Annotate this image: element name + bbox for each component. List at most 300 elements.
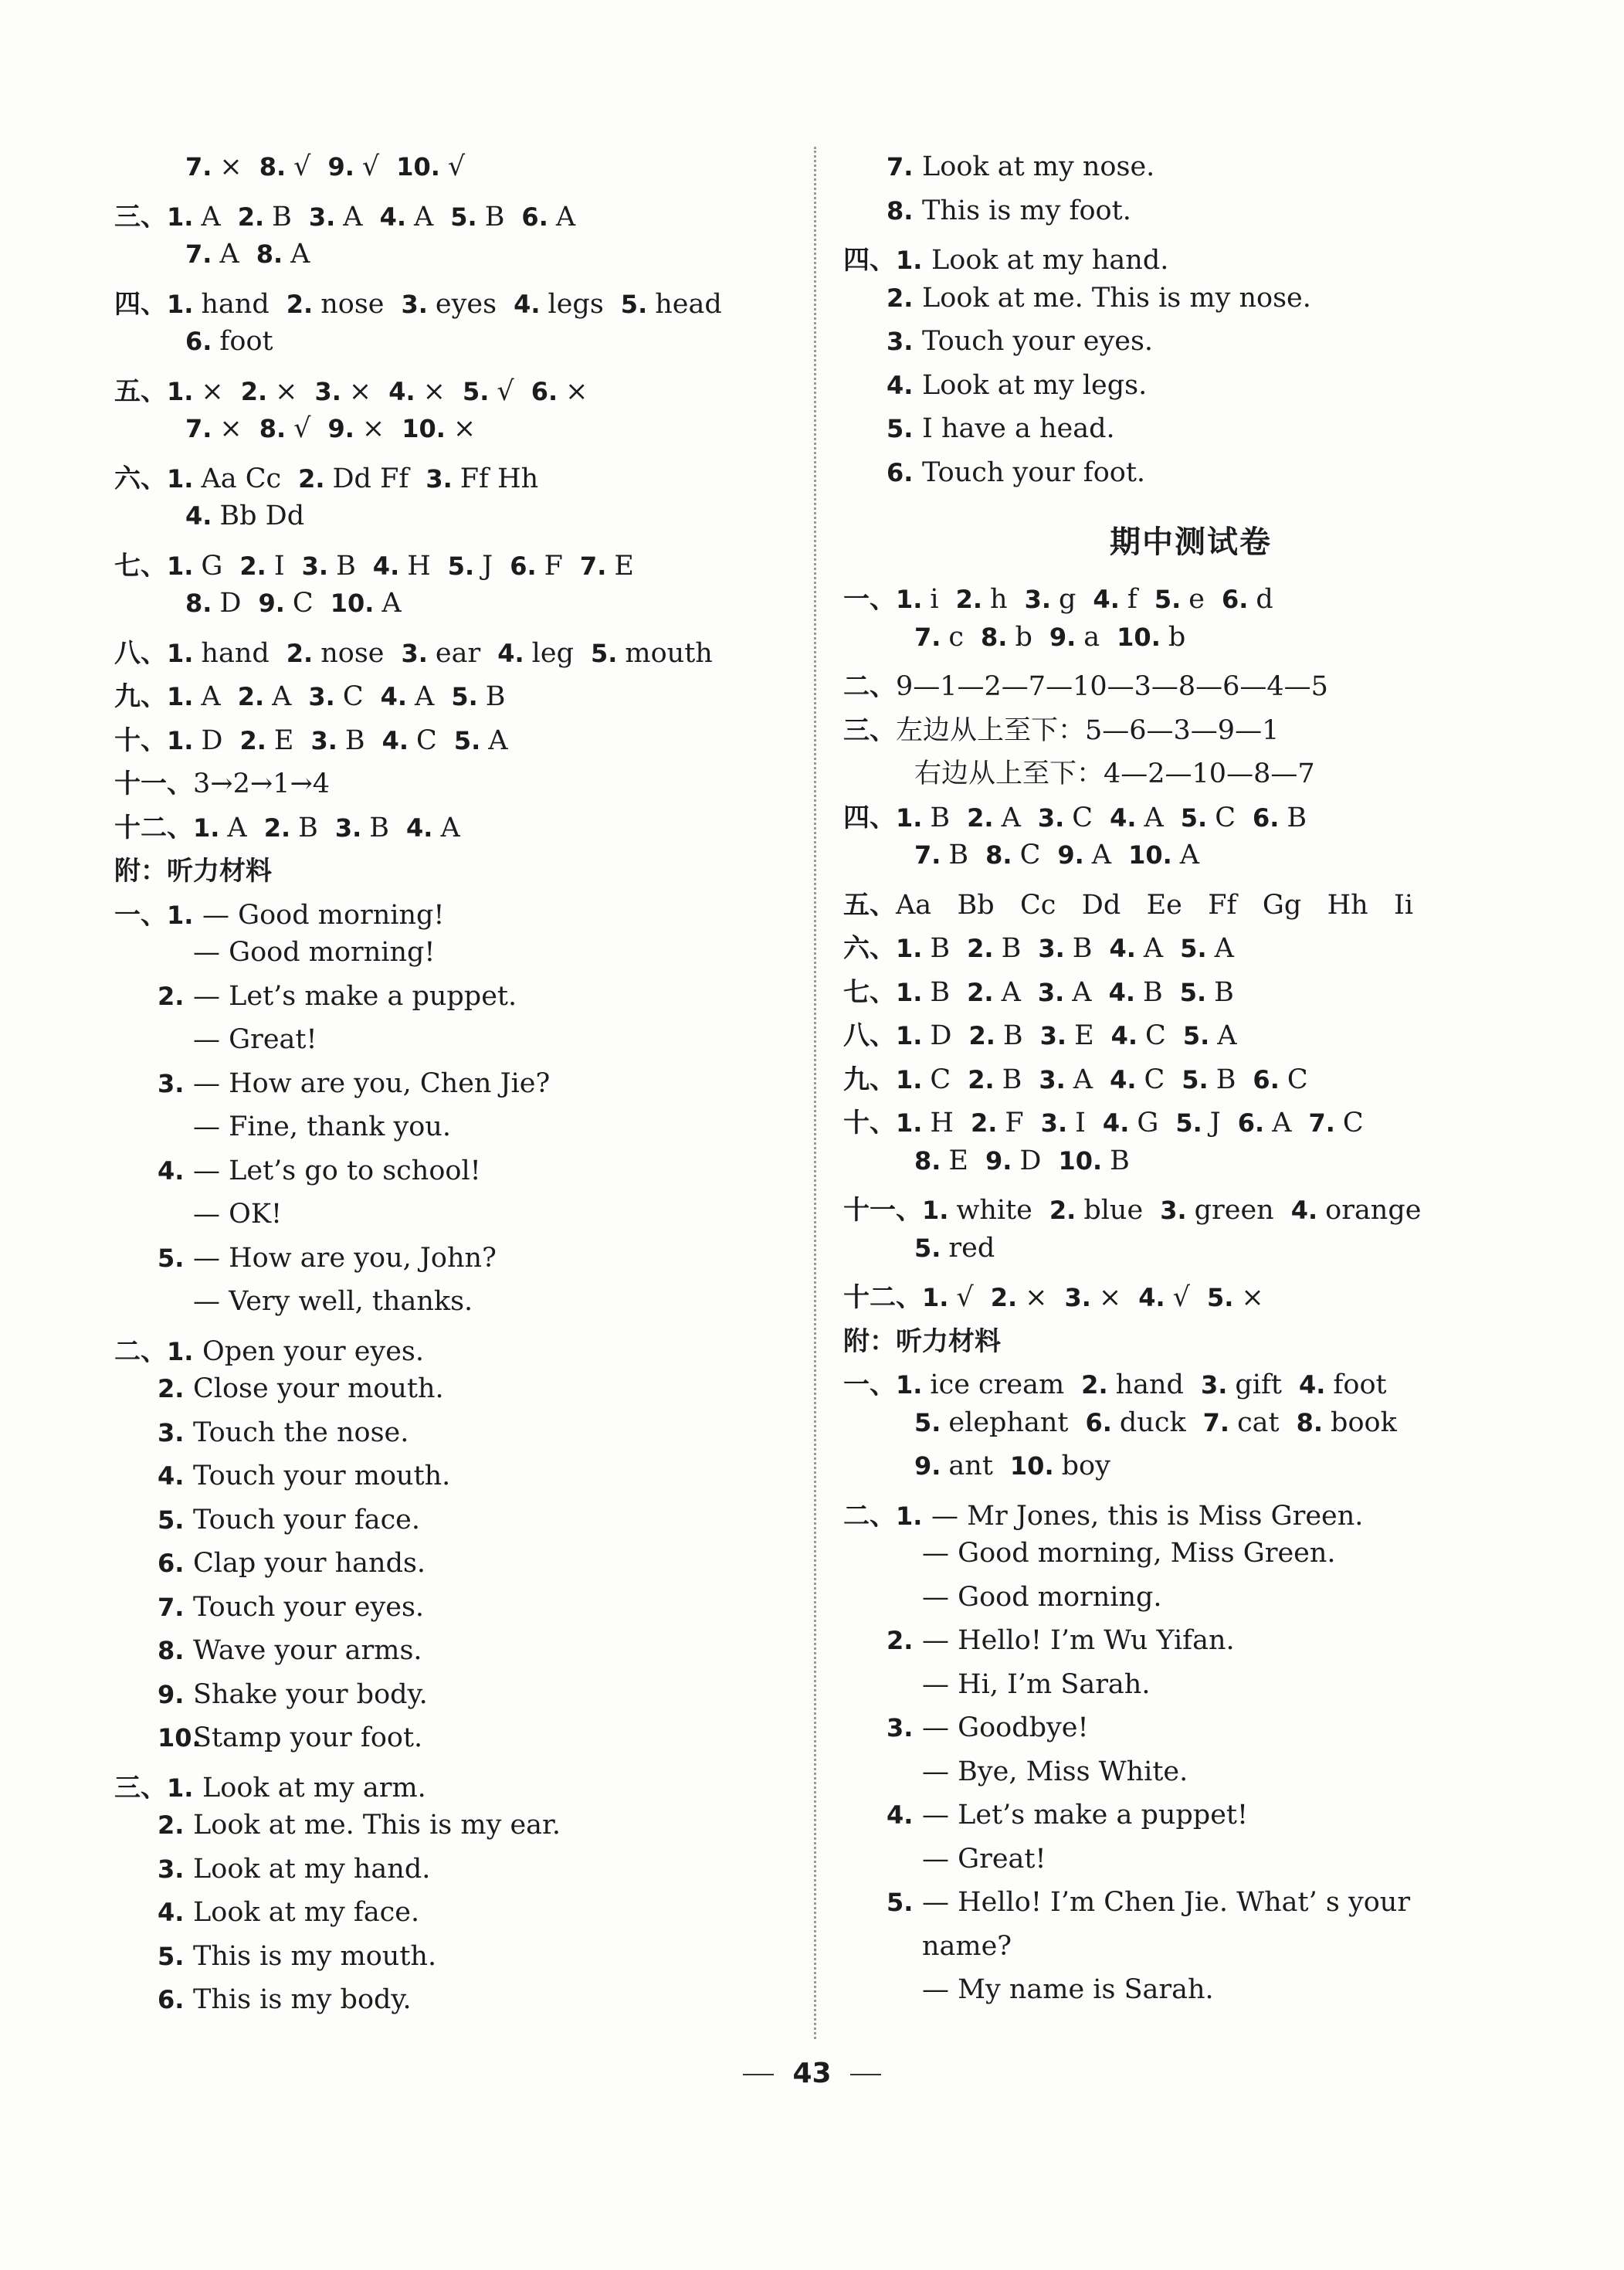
item-number: 10. bbox=[1058, 1145, 1103, 1176]
section-label: 十、 bbox=[843, 1108, 896, 1138]
item-number: 8. bbox=[985, 840, 1012, 870]
text-row bbox=[114, 937, 794, 981]
item-value: × bbox=[1025, 1282, 1048, 1313]
answer-item bbox=[298, 463, 409, 494]
item-number: 6. bbox=[158, 1549, 185, 1578]
item-text: This is my body. bbox=[193, 1984, 412, 2015]
item-value: A bbox=[1001, 802, 1021, 833]
item-text: I have a head. bbox=[922, 413, 1115, 444]
item-number: 5. bbox=[1175, 1108, 1202, 1138]
item-value: h bbox=[990, 584, 1008, 615]
item-value: red bbox=[948, 1232, 995, 1264]
answer-item bbox=[1297, 1407, 1397, 1438]
item-value: Aa Cc bbox=[201, 463, 282, 494]
answer-text: 左边从上至下：5—6—3—9—1 bbox=[896, 714, 1280, 746]
item-value: i bbox=[930, 584, 939, 615]
item-value: nose bbox=[320, 288, 385, 320]
item-value: eyes bbox=[435, 288, 497, 320]
item-number: 7. bbox=[185, 414, 212, 443]
item-text: — My name is Sarah. bbox=[922, 1974, 1214, 2005]
item-number: 1. bbox=[167, 682, 194, 711]
left-column bbox=[114, 151, 794, 2028]
item-text: This is my foot. bbox=[922, 195, 1131, 226]
item-number: 3. bbox=[887, 327, 914, 356]
item-number: 9. bbox=[327, 414, 354, 443]
item-number: 3. bbox=[401, 638, 428, 668]
section-label: 十二、 bbox=[114, 812, 193, 843]
answer-item bbox=[167, 681, 221, 712]
answer-item bbox=[896, 933, 950, 964]
answer-item bbox=[1175, 1108, 1220, 1138]
answer-row bbox=[114, 326, 794, 370]
item-number: 3. bbox=[1160, 1196, 1187, 1225]
text-row bbox=[114, 1766, 794, 1810]
answer-row bbox=[114, 545, 794, 589]
item-number: 4. bbox=[1299, 1370, 1326, 1400]
item-value: d bbox=[1256, 584, 1273, 615]
item-text: — How are you, Chen Jie? bbox=[193, 1067, 551, 1099]
answer-item bbox=[373, 551, 431, 582]
item-number: 3. bbox=[1200, 1370, 1228, 1400]
item-value: C bbox=[930, 1064, 951, 1095]
answer-item bbox=[967, 977, 1021, 1008]
item-number: 1. bbox=[167, 1336, 194, 1366]
text-row bbox=[843, 1712, 1538, 1756]
answer-row bbox=[114, 151, 794, 195]
section-label: 八、 bbox=[114, 637, 167, 669]
answer-item bbox=[185, 239, 239, 270]
answer-row bbox=[114, 675, 794, 719]
answer-item bbox=[896, 1064, 951, 1095]
item-text: Look at my arm. bbox=[202, 1772, 426, 1803]
answer-item bbox=[967, 933, 1021, 964]
item-value: C bbox=[292, 588, 314, 619]
item-number: 1. bbox=[896, 934, 923, 963]
item-number: 4. bbox=[1110, 802, 1137, 833]
section-label: 九、 bbox=[114, 681, 167, 712]
item-number: 3. bbox=[158, 1068, 185, 1098]
section-label: 五、 bbox=[843, 889, 896, 921]
answer-item bbox=[1183, 1020, 1237, 1051]
item-number: 5. bbox=[887, 414, 914, 443]
answer-row bbox=[843, 884, 1538, 928]
item-number: 2. bbox=[239, 725, 266, 755]
item-value: ear bbox=[435, 637, 481, 669]
item-value: A bbox=[1143, 933, 1164, 964]
item-number: 2. bbox=[158, 1810, 185, 1840]
text-row bbox=[114, 1635, 794, 1679]
item-value: √ bbox=[293, 151, 311, 182]
answer-row bbox=[114, 457, 794, 501]
answer-row bbox=[843, 927, 1538, 971]
answer-item bbox=[448, 551, 493, 582]
item-text: — Great! bbox=[193, 1024, 317, 1055]
item-text: — Good morning! bbox=[202, 899, 445, 931]
answer-item bbox=[185, 413, 242, 444]
answer-item bbox=[1207, 1282, 1264, 1313]
item-number: 2. bbox=[887, 283, 914, 313]
answer-item bbox=[1222, 584, 1273, 615]
answer-item bbox=[406, 813, 460, 843]
item-number: 3. bbox=[1037, 802, 1065, 833]
item-value: × bbox=[1098, 1282, 1122, 1313]
item-number: 6. bbox=[158, 1985, 185, 2014]
answer-item bbox=[1093, 584, 1137, 615]
answer-item bbox=[185, 588, 241, 619]
item-text: — Hello! I’m Chen Jie. What’ s your bbox=[922, 1887, 1411, 1918]
text-row bbox=[114, 1461, 794, 1505]
item-value: C bbox=[1287, 1064, 1308, 1095]
item-number: 2. bbox=[887, 1626, 914, 1655]
item-number: 3. bbox=[1064, 1283, 1091, 1312]
section-label: 三、 bbox=[114, 1772, 167, 1803]
answer-item bbox=[896, 1020, 951, 1051]
answer-row bbox=[843, 796, 1538, 840]
item-number: 4. bbox=[158, 1461, 185, 1491]
answer-item bbox=[1110, 802, 1164, 833]
answer-row bbox=[114, 632, 794, 676]
item-number: 4. bbox=[497, 638, 524, 668]
answer-item bbox=[167, 725, 222, 756]
answer-item bbox=[167, 202, 221, 232]
item-value: D bbox=[219, 588, 242, 619]
answer-item bbox=[1064, 1282, 1121, 1313]
item-value: H bbox=[930, 1108, 954, 1138]
item-text: — Good morning. bbox=[922, 1581, 1162, 1613]
item-value: C bbox=[416, 724, 437, 756]
text-row bbox=[114, 1068, 794, 1112]
item-number: 1. bbox=[922, 1196, 949, 1225]
item-value: B bbox=[484, 201, 505, 232]
item-number: 7. bbox=[185, 152, 212, 182]
text-row bbox=[843, 239, 1538, 283]
text-row bbox=[114, 1592, 794, 1636]
item-number: 2. bbox=[968, 1021, 995, 1050]
answer-row bbox=[843, 665, 1538, 709]
text-row bbox=[114, 1679, 794, 1723]
answer-text: 右边从上至下：4—2—10—8—7 bbox=[914, 758, 1315, 789]
section-label: 一、 bbox=[843, 1369, 896, 1400]
text-row bbox=[843, 1800, 1538, 1844]
item-text: Look at my legs. bbox=[922, 369, 1148, 401]
text-row bbox=[843, 283, 1538, 327]
answer-item bbox=[185, 326, 273, 357]
answer-item bbox=[985, 1145, 1041, 1176]
item-text: — OK! bbox=[193, 1199, 283, 1230]
item-number: 9. bbox=[1049, 622, 1076, 652]
answer-row bbox=[114, 762, 794, 806]
item-value: B bbox=[485, 681, 506, 712]
item-number: 5. bbox=[887, 1888, 914, 1917]
answer-item bbox=[968, 1064, 1022, 1095]
item-number: 8. bbox=[158, 1636, 185, 1665]
item-value: white bbox=[956, 1195, 1032, 1226]
item-value: book bbox=[1331, 1406, 1397, 1438]
item-number: 7. bbox=[914, 840, 941, 870]
item-value: B bbox=[930, 933, 951, 964]
item-number: 1. bbox=[167, 638, 194, 668]
answer-text: Aa Bb Cc Dd Ee Ff Gg Hh Ii bbox=[896, 889, 1414, 921]
answer-item bbox=[309, 202, 363, 232]
item-number: 5. bbox=[447, 551, 475, 581]
answer-item bbox=[922, 1282, 974, 1313]
item-value: √ bbox=[497, 375, 514, 407]
item-number: 5. bbox=[620, 289, 648, 319]
item-value: E bbox=[614, 550, 634, 582]
answer-item bbox=[238, 202, 292, 232]
answer-item bbox=[396, 151, 465, 182]
item-number: 4. bbox=[379, 202, 406, 232]
text-row bbox=[843, 195, 1538, 239]
item-number: 2. bbox=[158, 1374, 185, 1403]
answer-item bbox=[914, 1145, 968, 1176]
item-number: 8. bbox=[185, 589, 212, 618]
answer-item bbox=[956, 584, 1008, 615]
item-value: × bbox=[219, 413, 242, 444]
item-text: This is my mouth. bbox=[193, 1940, 437, 1972]
item-text: — Mr Jones, this is Miss Green. bbox=[931, 1500, 1364, 1532]
item-number: 1. bbox=[167, 725, 194, 755]
answer-row bbox=[843, 1101, 1538, 1145]
item-text: — Fine, thank you. bbox=[193, 1111, 451, 1142]
answer-item bbox=[402, 289, 497, 320]
item-value: foot bbox=[1333, 1369, 1387, 1400]
answer-item bbox=[450, 202, 504, 232]
answer-item bbox=[327, 413, 385, 444]
item-number: 1. bbox=[167, 551, 194, 581]
item-value: B bbox=[369, 812, 390, 843]
item-value: A bbox=[1091, 840, 1112, 870]
item-number: 1. bbox=[896, 1021, 923, 1050]
item-value: A bbox=[1214, 933, 1234, 964]
item-value: duck bbox=[1119, 1406, 1186, 1438]
item-value: C bbox=[1145, 1020, 1166, 1051]
answer-item bbox=[1180, 933, 1234, 964]
item-number: 3. bbox=[1037, 977, 1065, 1007]
item-number: 7. bbox=[914, 622, 941, 652]
item-text: Look at my face. bbox=[193, 1897, 420, 1928]
item-number: 3. bbox=[1024, 585, 1052, 614]
answer-row bbox=[843, 1407, 1538, 1451]
item-number: 1. bbox=[896, 977, 923, 1007]
item-value: B bbox=[948, 840, 969, 870]
answer-item bbox=[167, 376, 224, 407]
item-value: a bbox=[1083, 621, 1100, 653]
section-label: 九、 bbox=[843, 1064, 896, 1095]
item-number: 3. bbox=[1040, 1108, 1068, 1138]
answer-item bbox=[1038, 802, 1093, 833]
item-text: Touch your eyes. bbox=[922, 326, 1154, 357]
item-value: J bbox=[1209, 1108, 1221, 1138]
answer-item bbox=[1049, 1195, 1143, 1226]
answer-item bbox=[241, 376, 298, 407]
item-number: 8. bbox=[887, 195, 914, 226]
item-number: 1. bbox=[896, 1064, 923, 1094]
text-row bbox=[843, 326, 1538, 370]
answer-row bbox=[843, 840, 1538, 884]
item-text: Look at my nose. bbox=[922, 151, 1155, 182]
answer-row bbox=[843, 578, 1538, 622]
item-number: 5. bbox=[1180, 934, 1207, 963]
text-row bbox=[114, 1810, 794, 1854]
item-text: — Hi, I’m Sarah. bbox=[922, 1668, 1151, 1700]
item-value: hand bbox=[1115, 1369, 1184, 1400]
item-number: 9. bbox=[914, 1451, 941, 1481]
answer-item bbox=[914, 840, 968, 870]
item-value: A bbox=[1179, 840, 1200, 870]
text-row bbox=[114, 1897, 794, 1941]
section-label: 三、 bbox=[114, 201, 167, 232]
text-row bbox=[114, 1548, 794, 1592]
answer-item bbox=[286, 289, 385, 320]
item-value: mouth bbox=[625, 637, 713, 669]
item-value: hand bbox=[201, 637, 270, 669]
text-row bbox=[114, 1286, 794, 1330]
section-label: 十、 bbox=[114, 724, 167, 756]
item-number: 4. bbox=[887, 1800, 914, 1830]
item-number: 10. bbox=[1117, 622, 1161, 652]
item-value: A bbox=[1217, 1020, 1237, 1051]
answer-row bbox=[843, 1145, 1538, 1189]
answer-item bbox=[1041, 1108, 1086, 1138]
item-number: 5. bbox=[1180, 802, 1208, 833]
item-number: 9. bbox=[327, 152, 354, 182]
item-number: 4. bbox=[887, 370, 914, 400]
answer-item bbox=[1081, 1369, 1184, 1400]
answer-item bbox=[1025, 584, 1076, 615]
item-number: 2. bbox=[955, 585, 983, 614]
answer-item bbox=[1253, 802, 1307, 833]
answer-item bbox=[591, 638, 713, 669]
answer-row bbox=[843, 971, 1538, 1015]
item-number: 1. bbox=[922, 1283, 949, 1312]
item-value: hand bbox=[201, 288, 270, 320]
item-number: 2. bbox=[158, 981, 185, 1011]
item-value: B bbox=[344, 724, 365, 756]
item-number: 2. bbox=[967, 802, 994, 833]
answer-item bbox=[968, 1020, 1022, 1051]
page-number-text: 43 bbox=[792, 2058, 832, 2089]
answer-item bbox=[580, 551, 634, 582]
item-value: leg bbox=[531, 637, 574, 669]
answer-item bbox=[1109, 933, 1163, 964]
item-value: Bb Dd bbox=[219, 500, 305, 531]
item-value: gift bbox=[1235, 1369, 1282, 1400]
item-text: Touch your face. bbox=[193, 1504, 421, 1535]
item-text: Clap your hands. bbox=[193, 1548, 426, 1579]
item-number: 4. bbox=[514, 289, 541, 319]
answer-item bbox=[1110, 1064, 1165, 1095]
item-value: B bbox=[1002, 1020, 1023, 1051]
answer-row bbox=[843, 1363, 1538, 1407]
item-number: 6. bbox=[887, 457, 914, 487]
section-label: 四、 bbox=[114, 288, 167, 320]
answer-item bbox=[286, 638, 385, 669]
item-value: b bbox=[1168, 621, 1186, 653]
item-value: √ bbox=[956, 1282, 974, 1313]
answer-item bbox=[258, 588, 313, 619]
text-row bbox=[843, 1756, 1538, 1800]
item-value: E bbox=[273, 724, 294, 756]
item-text: Look at me. This is my ear. bbox=[193, 1810, 561, 1841]
answer-item bbox=[914, 622, 964, 653]
item-text: — How are you, John? bbox=[193, 1242, 497, 1274]
item-number: 1. bbox=[167, 289, 194, 319]
answer-item bbox=[1299, 1369, 1387, 1400]
item-value: A bbox=[201, 681, 221, 712]
item-value: c bbox=[948, 621, 965, 653]
answer-item bbox=[1057, 840, 1111, 870]
item-value: A bbox=[555, 201, 576, 232]
answer-item bbox=[382, 725, 437, 756]
text-row bbox=[114, 1417, 794, 1461]
text-row bbox=[114, 981, 794, 1025]
item-text: — Let’s make a puppet. bbox=[193, 980, 517, 1012]
item-value: A bbox=[381, 588, 402, 619]
item-value: √ bbox=[293, 413, 311, 444]
item-number: 5. bbox=[1179, 977, 1207, 1007]
answer-item bbox=[327, 151, 379, 182]
item-value: orange bbox=[1325, 1195, 1422, 1226]
item-number: 10. bbox=[402, 414, 446, 443]
item-number: 2. bbox=[239, 551, 266, 581]
text-row bbox=[114, 1854, 794, 1898]
item-value: A bbox=[272, 681, 292, 712]
item-value: A bbox=[219, 239, 239, 270]
appendix-heading bbox=[114, 850, 794, 894]
item-number: 1. bbox=[896, 1370, 923, 1400]
answer-item bbox=[238, 681, 292, 712]
item-number: 6. bbox=[1237, 1108, 1265, 1138]
section-label: 六、 bbox=[114, 463, 167, 494]
section-label: 十一、 bbox=[114, 769, 193, 799]
text-row bbox=[843, 370, 1538, 414]
text-row bbox=[843, 1887, 1538, 1931]
item-number: 3. bbox=[887, 1713, 914, 1742]
item-number: 3. bbox=[1039, 1064, 1066, 1094]
answer-item bbox=[1117, 622, 1185, 653]
item-text: — Bye, Miss White. bbox=[922, 1756, 1188, 1787]
item-value: B bbox=[1002, 1064, 1022, 1095]
section-label: 六、 bbox=[843, 933, 896, 964]
item-number: 7. bbox=[158, 1592, 185, 1622]
section-label: 二、 bbox=[114, 1335, 167, 1367]
item-text: name? bbox=[922, 1930, 1012, 1962]
answer-row bbox=[114, 500, 794, 545]
answer-item bbox=[1138, 1282, 1190, 1313]
item-number: 2. bbox=[970, 1108, 998, 1138]
item-number: 2. bbox=[967, 977, 994, 1007]
answer-item bbox=[239, 551, 284, 582]
answer-item bbox=[1038, 977, 1092, 1008]
item-number: 6. bbox=[521, 202, 548, 232]
answer-item bbox=[1038, 933, 1092, 964]
answer-item bbox=[193, 813, 247, 843]
item-value: × bbox=[565, 375, 588, 407]
item-number: 3. bbox=[158, 1854, 185, 1884]
item-number: 1. bbox=[896, 246, 923, 275]
item-value: b bbox=[1015, 621, 1032, 653]
item-number: 1. bbox=[193, 813, 220, 843]
answer-item bbox=[510, 551, 563, 582]
text-row bbox=[114, 1505, 794, 1549]
item-number: 5. bbox=[1182, 1064, 1209, 1094]
item-value: A bbox=[1144, 802, 1164, 833]
item-text: — Let’s make a puppet! bbox=[922, 1800, 1249, 1831]
item-value: D bbox=[201, 724, 223, 756]
answer-row bbox=[843, 709, 1538, 753]
item-value: elephant bbox=[948, 1406, 1069, 1438]
